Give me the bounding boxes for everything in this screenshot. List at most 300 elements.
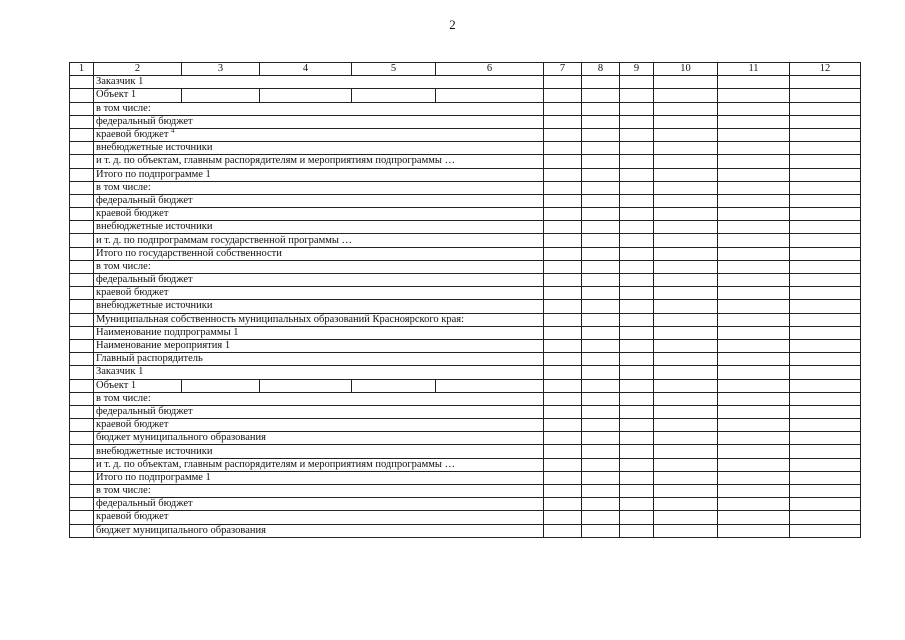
value-cell — [582, 128, 620, 141]
column-number: 7 — [544, 63, 582, 76]
value-cell — [790, 181, 861, 194]
table-row — [70, 194, 861, 207]
value-cell — [620, 458, 654, 471]
row-label — [94, 379, 182, 392]
column-number: 11 — [718, 63, 790, 76]
column-number-row — [70, 63, 861, 76]
row-number-cell — [70, 168, 94, 181]
value-cell — [620, 511, 654, 524]
value-cell — [620, 326, 654, 339]
value-cell — [582, 168, 620, 181]
value-cell — [790, 155, 861, 168]
row-number-cell — [70, 76, 94, 89]
value-cell — [718, 260, 790, 273]
row-label-text: внебюджетные источники — [96, 221, 213, 233]
row-label — [94, 471, 544, 484]
value-cell — [620, 353, 654, 366]
value-cell — [654, 168, 718, 181]
value-cell — [654, 432, 718, 445]
value-cell — [718, 353, 790, 366]
value-cell — [620, 300, 654, 313]
row-label-text: и т. д. по объектам, главным распорядителям и мероприятиям подпрограммы … — [96, 458, 456, 470]
value-cell — [544, 142, 582, 155]
row-label-text: федеральный бюджет — [96, 115, 193, 127]
row-label — [94, 366, 544, 379]
value-cell — [582, 313, 620, 326]
value-cell — [718, 221, 790, 234]
row-number-cell — [70, 300, 94, 313]
value-cell — [790, 168, 861, 181]
value-cell — [544, 260, 582, 273]
row-label — [94, 353, 544, 366]
value-cell — [718, 405, 790, 418]
value-cell — [654, 142, 718, 155]
row-label-text: краевой бюджет — [96, 287, 169, 299]
column-number: 2 — [94, 63, 182, 76]
row-number-cell — [70, 287, 94, 300]
value-cell — [654, 221, 718, 234]
value-cell — [620, 287, 654, 300]
value-cell — [582, 353, 620, 366]
value-cell — [620, 260, 654, 273]
value-cell — [620, 181, 654, 194]
table-row — [70, 300, 861, 313]
value-cell — [654, 128, 718, 141]
value-cell — [544, 102, 582, 115]
table-row — [70, 326, 861, 339]
row-label — [94, 221, 544, 234]
table-row — [70, 181, 861, 194]
value-cell — [582, 89, 620, 102]
row-label — [94, 128, 544, 141]
value-cell — [654, 498, 718, 511]
value-cell — [544, 379, 582, 392]
investment-table — [69, 62, 861, 538]
value-cell — [582, 524, 620, 537]
value-cell — [790, 128, 861, 141]
value-cell — [790, 260, 861, 273]
column-number: 6 — [436, 63, 544, 76]
row-number-cell — [70, 234, 94, 247]
value-cell — [790, 89, 861, 102]
row-label-text: Заказчик 1 — [96, 76, 144, 88]
value-cell — [654, 419, 718, 432]
row-label — [94, 102, 544, 115]
column-number: 9 — [620, 63, 654, 76]
value-cell — [582, 194, 620, 207]
value-cell — [790, 366, 861, 379]
row-number-cell — [70, 485, 94, 498]
table-row — [70, 76, 861, 89]
value-cell — [620, 208, 654, 221]
table-row — [70, 142, 861, 155]
value-cell — [654, 89, 718, 102]
value-cell — [544, 498, 582, 511]
value-cell — [718, 76, 790, 89]
table-row — [70, 379, 861, 392]
value-cell — [718, 247, 790, 260]
value-cell — [718, 432, 790, 445]
value-cell — [718, 287, 790, 300]
value-cell — [718, 300, 790, 313]
value-cell — [654, 471, 718, 484]
value-cell — [582, 326, 620, 339]
row-label — [94, 498, 544, 511]
value-cell — [544, 287, 582, 300]
value-cell — [718, 89, 790, 102]
row-number-cell — [70, 524, 94, 537]
value-cell — [544, 366, 582, 379]
row-label-text: в том числе: — [96, 181, 151, 193]
table-row — [70, 458, 861, 471]
row-label-text: федеральный бюджет — [96, 498, 193, 510]
row-label-text: федеральный бюджет — [96, 194, 193, 206]
value-cell — [654, 405, 718, 418]
value-cell — [654, 274, 718, 287]
value-cell — [544, 181, 582, 194]
value-cell — [544, 445, 582, 458]
value-cell — [620, 498, 654, 511]
value-cell — [620, 102, 654, 115]
row-label — [94, 511, 544, 524]
row-label — [94, 313, 544, 326]
value-cell — [718, 313, 790, 326]
row-number-cell — [70, 326, 94, 339]
value-cell — [582, 234, 620, 247]
row-number-cell — [70, 260, 94, 273]
row-label — [94, 485, 544, 498]
table-row — [70, 247, 861, 260]
column-number: 3 — [182, 63, 260, 76]
value-cell — [654, 326, 718, 339]
row-label-text: и т. д. по подпрограммам государственной программы … — [96, 234, 353, 246]
row-label-text: внебюджетные источники — [96, 300, 213, 312]
row-number-cell — [70, 89, 94, 102]
value-cell — [544, 89, 582, 102]
row-label — [94, 274, 544, 287]
row-label — [94, 524, 544, 537]
value-cell — [620, 392, 654, 405]
value-cell — [582, 155, 620, 168]
table-row — [70, 128, 861, 141]
table-row — [70, 102, 861, 115]
table-row — [70, 89, 861, 102]
value-cell — [620, 419, 654, 432]
value-cell — [654, 379, 718, 392]
value-cell — [544, 194, 582, 207]
row-label-text: краевой бюджет — [96, 419, 169, 431]
row-number-cell — [70, 313, 94, 326]
value-cell — [790, 353, 861, 366]
row-label — [94, 76, 544, 89]
row-number-cell — [70, 471, 94, 484]
value-cell — [620, 221, 654, 234]
row-label — [94, 247, 544, 260]
value-cell — [544, 115, 582, 128]
row-label — [94, 142, 544, 155]
row-label — [94, 445, 544, 458]
value-cell — [790, 287, 861, 300]
value-cell — [620, 155, 654, 168]
object-detail-cell — [260, 89, 352, 102]
value-cell — [582, 445, 620, 458]
value-cell — [654, 366, 718, 379]
value-cell — [582, 511, 620, 524]
table-row — [70, 353, 861, 366]
row-label-text: и т. д. по объектам, главным распорядителям и мероприятиям подпрограммы … — [96, 155, 456, 167]
row-number-cell — [70, 247, 94, 260]
row-label-text: Объект 1 — [96, 379, 137, 391]
value-cell — [654, 181, 718, 194]
table-row — [70, 524, 861, 537]
value-cell — [620, 485, 654, 498]
value-cell — [790, 379, 861, 392]
value-cell — [718, 445, 790, 458]
value-cell — [620, 379, 654, 392]
value-cell — [718, 471, 790, 484]
value-cell — [544, 208, 582, 221]
row-number-cell — [70, 379, 94, 392]
value-cell — [620, 115, 654, 128]
value-cell — [654, 313, 718, 326]
value-cell — [790, 274, 861, 287]
value-cell — [582, 274, 620, 287]
object-detail-cell — [352, 379, 436, 392]
row-label — [94, 260, 544, 273]
value-cell — [544, 274, 582, 287]
value-cell — [544, 221, 582, 234]
row-label — [94, 115, 544, 128]
value-cell — [582, 339, 620, 352]
table-row — [70, 498, 861, 511]
table-row — [70, 155, 861, 168]
value-cell — [582, 379, 620, 392]
value-cell — [718, 142, 790, 155]
table-row — [70, 511, 861, 524]
row-label-text: внебюджетные источники — [96, 445, 213, 457]
row-label-text: Заказчик 1 — [96, 366, 144, 378]
value-cell — [620, 471, 654, 484]
value-cell — [790, 458, 861, 471]
value-cell — [790, 300, 861, 313]
row-label — [94, 208, 544, 221]
value-cell — [544, 128, 582, 141]
table-row — [70, 313, 861, 326]
value-cell — [790, 247, 861, 260]
value-cell — [620, 247, 654, 260]
row-number-cell — [70, 458, 94, 471]
page-number: 2 — [449, 17, 456, 32]
row-label-text: Муниципальная собственность муниципальных образований Красноярского края: — [96, 313, 465, 325]
value-cell — [544, 155, 582, 168]
value-cell — [790, 392, 861, 405]
value-cell — [582, 287, 620, 300]
object-detail-cell — [182, 379, 260, 392]
row-label-text: краевой бюджет — [96, 129, 169, 141]
row-label — [94, 326, 544, 339]
value-cell — [582, 498, 620, 511]
row-number-cell — [70, 498, 94, 511]
value-cell — [544, 524, 582, 537]
row-number-cell — [70, 102, 94, 115]
value-cell — [654, 353, 718, 366]
table-row — [70, 234, 861, 247]
row-label-text: краевой бюджет — [96, 511, 169, 523]
column-number: 5 — [352, 63, 436, 76]
row-label-text: в том числе: — [96, 485, 151, 497]
row-number-cell — [70, 392, 94, 405]
value-cell — [718, 366, 790, 379]
value-cell — [620, 339, 654, 352]
value-cell — [620, 432, 654, 445]
object-detail-cell — [436, 89, 544, 102]
row-number-cell — [70, 208, 94, 221]
table-row — [70, 221, 861, 234]
row-label-text: внебюджетные источники — [96, 142, 213, 154]
table-row — [70, 432, 861, 445]
row-label — [94, 432, 544, 445]
value-cell — [544, 419, 582, 432]
value-cell — [654, 208, 718, 221]
table-row — [70, 260, 861, 273]
object-detail-cell — [352, 89, 436, 102]
table-row — [70, 168, 861, 181]
value-cell — [718, 234, 790, 247]
value-cell — [718, 128, 790, 141]
value-cell — [654, 445, 718, 458]
value-cell — [544, 432, 582, 445]
value-cell — [718, 511, 790, 524]
value-cell — [790, 142, 861, 155]
value-cell — [790, 445, 861, 458]
table-row — [70, 392, 861, 405]
value-cell — [790, 208, 861, 221]
value-cell — [544, 405, 582, 418]
row-label — [94, 155, 544, 168]
value-cell — [790, 313, 861, 326]
footnote-marker: 4 — [171, 128, 175, 135]
value-cell — [620, 168, 654, 181]
row-label — [94, 89, 182, 102]
value-cell — [620, 274, 654, 287]
row-label-text: Главный распорядитель — [96, 353, 203, 365]
value-cell — [790, 405, 861, 418]
column-number: 8 — [582, 63, 620, 76]
value-cell — [544, 471, 582, 484]
table-row — [70, 339, 861, 352]
value-cell — [544, 168, 582, 181]
row-number-cell — [70, 432, 94, 445]
value-cell — [718, 392, 790, 405]
row-number-cell — [70, 194, 94, 207]
value-cell — [718, 168, 790, 181]
value-cell — [718, 485, 790, 498]
row-label-text: Итого по государственной собственности — [96, 247, 282, 259]
value-cell — [582, 405, 620, 418]
value-cell — [620, 405, 654, 418]
value-cell — [620, 194, 654, 207]
table-row — [70, 445, 861, 458]
value-cell — [790, 498, 861, 511]
value-cell — [544, 313, 582, 326]
value-cell — [582, 181, 620, 194]
value-cell — [582, 115, 620, 128]
value-cell — [790, 102, 861, 115]
table-row — [70, 366, 861, 379]
value-cell — [718, 339, 790, 352]
row-label — [94, 287, 544, 300]
row-label — [94, 339, 544, 352]
value-cell — [544, 300, 582, 313]
value-cell — [544, 76, 582, 89]
column-number: 10 — [654, 63, 718, 76]
row-label — [94, 168, 544, 181]
row-label — [94, 458, 544, 471]
value-cell — [582, 458, 620, 471]
value-cell — [582, 419, 620, 432]
value-cell — [790, 115, 861, 128]
value-cell — [654, 485, 718, 498]
row-label — [94, 392, 544, 405]
value-cell — [582, 432, 620, 445]
value-cell — [718, 379, 790, 392]
value-cell — [654, 524, 718, 537]
value-cell — [790, 419, 861, 432]
value-cell — [620, 313, 654, 326]
row-number-cell — [70, 221, 94, 234]
value-cell — [654, 287, 718, 300]
value-cell — [654, 300, 718, 313]
table-row — [70, 287, 861, 300]
row-label-text: в том числе: — [96, 260, 151, 272]
value-cell — [582, 76, 620, 89]
row-label-text: бюджет муниципального образования — [96, 524, 266, 536]
row-label-text: Итого по подпрограмме 1 — [96, 471, 211, 483]
table-row — [70, 419, 861, 432]
value-cell — [718, 115, 790, 128]
row-label-text: Итого по подпрограмме 1 — [96, 168, 211, 180]
value-cell — [582, 247, 620, 260]
table-row — [70, 115, 861, 128]
value-cell — [718, 419, 790, 432]
value-cell — [790, 339, 861, 352]
value-cell — [790, 326, 861, 339]
value-cell — [718, 326, 790, 339]
value-cell — [544, 458, 582, 471]
row-label — [94, 181, 544, 194]
object-detail-cell — [182, 89, 260, 102]
value-cell — [654, 234, 718, 247]
object-detail-cell — [260, 379, 352, 392]
table-row — [70, 471, 861, 484]
value-cell — [790, 234, 861, 247]
row-label-text: краевой бюджет — [96, 208, 169, 220]
row-label-text: Объект 1 — [96, 89, 137, 101]
row-number-cell — [70, 366, 94, 379]
row-label — [94, 405, 544, 418]
value-cell — [790, 221, 861, 234]
value-cell — [718, 102, 790, 115]
value-cell — [654, 102, 718, 115]
row-number-cell — [70, 274, 94, 287]
value-cell — [654, 458, 718, 471]
table-row — [70, 208, 861, 221]
row-number-cell — [70, 115, 94, 128]
value-cell — [718, 458, 790, 471]
value-cell — [582, 485, 620, 498]
row-label-text: федеральный бюджет — [96, 405, 193, 417]
value-cell — [544, 485, 582, 498]
